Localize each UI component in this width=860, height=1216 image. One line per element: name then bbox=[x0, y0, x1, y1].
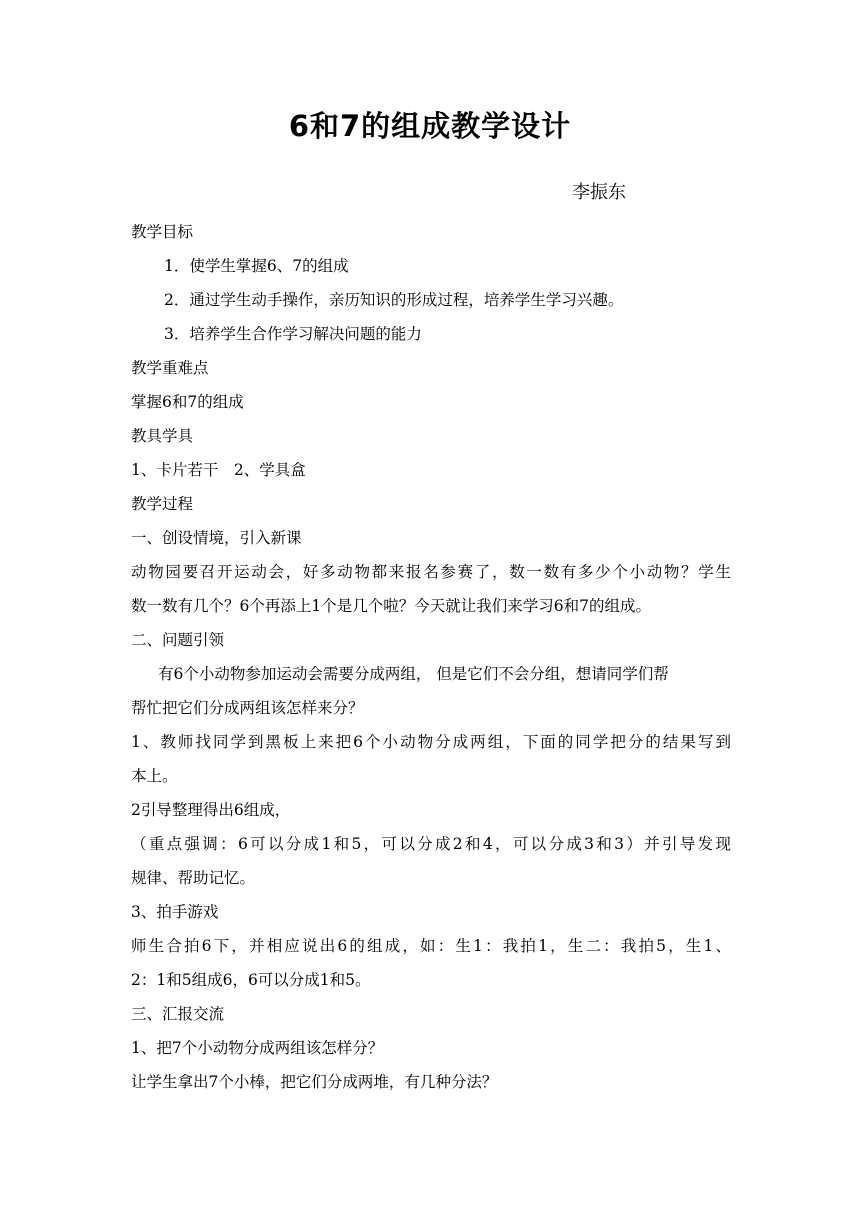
objective-item: 1．使学生掌握6、7的组成 bbox=[164, 257, 349, 275]
paragraph-line: 让学生拿出7个小棒，把它们分成两堆，有几种分法？ bbox=[131, 1073, 498, 1091]
paragraph-line: 1、教师找同学到黑板上来把6个小动物分成两组，下面的同学把分的结果写到 bbox=[131, 733, 731, 751]
heading-key-points: 教学重难点 bbox=[131, 359, 209, 377]
heading-objectives: 教学目标 bbox=[131, 223, 194, 241]
paragraph-line: （重点强调：6可以分成1和5，可以分成2和4，可以分成3和3）并引导发现 bbox=[131, 835, 731, 853]
heading-teaching-aids: 教具学具 bbox=[131, 427, 194, 445]
paragraph-line: 1、把7个小动物分成两组该怎样分？ bbox=[131, 1039, 384, 1057]
heading-teaching-process: 教学过程 bbox=[131, 495, 194, 513]
author-name: 李振东 bbox=[572, 182, 626, 203]
paragraph-line: 有6个小动物参加运动会需要分成两组， 但是它们不会分组，想请同学们帮 bbox=[158, 665, 669, 683]
paragraph-line: 规律、帮助记忆。 bbox=[131, 869, 256, 887]
sub-heading: 3、拍手游戏 bbox=[131, 903, 219, 921]
paragraph-line: 本上。 bbox=[131, 767, 178, 785]
paragraph-line: 师生合拍6下，并相应说出6的组成，如：生1：我拍1，生二：我拍5，生1、 bbox=[131, 937, 731, 955]
section-heading: 三、汇报交流 bbox=[131, 1005, 225, 1023]
section-heading: 二、问题引领 bbox=[131, 631, 225, 649]
paragraph-line: 2：1和5组成6，6可以分成1和5。 bbox=[131, 971, 371, 989]
paragraph-line: 1、卡片若干 2、学具盒 bbox=[131, 461, 306, 479]
paragraph-line: 2引导整理得出6组成， bbox=[131, 801, 291, 819]
objective-item: 2．通过学生动手操作，亲历知识的形成过程，培养学生学习兴趣。 bbox=[164, 291, 624, 309]
paragraph-line: 动物园要召开运动会，好多动物都来报名参赛了，数一数有多少个小动物？学生 bbox=[131, 563, 731, 581]
paragraph-line: 数一数有几个？6个再添上1个是几个啦？今天就让我们来学习6和7的组成。 bbox=[131, 597, 651, 615]
document-body bbox=[131, 215, 731, 1099]
paragraph-line: 掌握6和7的组成 bbox=[131, 393, 244, 411]
objective-item: 3．培养学生合作学习解决问题的能力 bbox=[164, 325, 422, 343]
document-title: 6和7的组成教学设计 bbox=[288, 109, 572, 143]
paragraph-line: 帮忙把它们分成两组该怎样来分？ bbox=[131, 699, 364, 717]
section-heading: 一、创设情境，引入新课 bbox=[131, 529, 302, 547]
